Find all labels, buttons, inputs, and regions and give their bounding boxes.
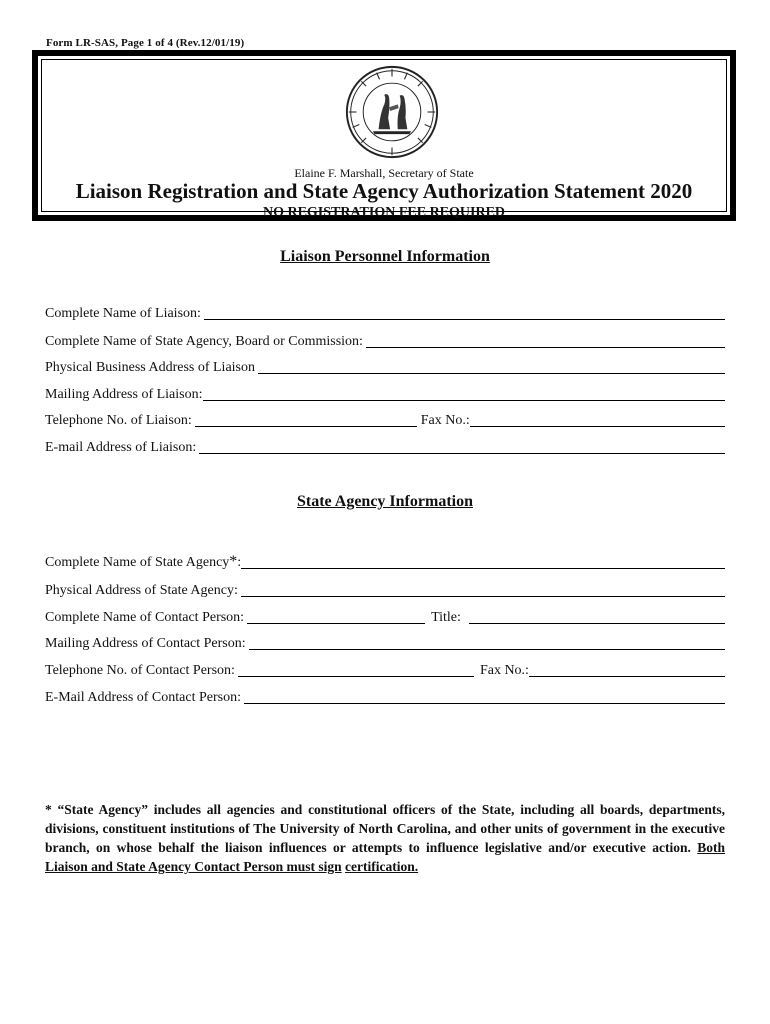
- contact-mailing-address-row: [45, 632, 725, 652]
- liaison-telephone-field[interactable]: [195, 411, 417, 427]
- liaison-agency-label: Complete Name of State Agency, Board or Commission:: [45, 334, 363, 349]
- liaison-telephone-label: Telephone No. of Liaison:: [45, 413, 192, 428]
- liaison-name-row: [45, 302, 725, 322]
- liaison-email-field[interactable]: [199, 438, 725, 454]
- page-title: Liaison Registration and State Agency Authorization Statement 2020: [75, 179, 693, 203]
- contact-name-field[interactable]: [247, 608, 425, 624]
- agency-physical-address-row: [45, 579, 725, 599]
- agency-physical-address-field[interactable]: [241, 581, 725, 597]
- footnote-text: * “State Agency” includes all agencies and constitutional officers of the State, including all boards, departments, divisions, constituent institutions of The University of North Carolina, and other units of government in the executive branch, on whose behalf the liaison influences or attempts to influence legislative and/or executive action.: [45, 802, 725, 855]
- liaison-mailing-address-field[interactable]: [203, 385, 726, 401]
- liaison-physical-address-field[interactable]: [258, 358, 725, 374]
- contact-name-label: Complete Name of Contact Person:: [45, 610, 245, 625]
- agency-name-field[interactable]: [241, 553, 725, 569]
- liaison-agency-field[interactable]: [366, 332, 725, 348]
- fee-note: NO REGISTRATION FEE REQUIRED: [262, 205, 506, 220]
- contact-title-field[interactable]: [469, 608, 725, 624]
- agency-name-label: Complete Name of State Agency: [45, 555, 230, 570]
- form-id: Form LR-SAS, Page 1 of 4 (Rev.12/01/19): [46, 37, 245, 49]
- contact-title-label: Title:: [431, 610, 461, 625]
- liaison-fax-field[interactable]: [470, 411, 725, 427]
- agency-name-asterisk: *: [229, 553, 238, 570]
- state-agency-footnote: [45, 800, 725, 876]
- contact-email-field[interactable]: [244, 688, 725, 704]
- contact-fax-field[interactable]: [529, 661, 725, 677]
- liaison-mailing-address-row: [45, 383, 725, 403]
- contact-telephone-label: Telephone No. of Contact Person:: [45, 663, 235, 678]
- liaison-name-field[interactable]: [204, 304, 725, 320]
- liaison-name-label: Complete Name of Liaison:: [45, 306, 201, 321]
- contact-mailing-address-field[interactable]: [249, 634, 725, 650]
- footnote-sign-note: Both Liaison and State Agency Contact Person must sign: [45, 840, 725, 874]
- contact-telephone-row: [45, 659, 725, 679]
- agency-section-title: State Agency Information: [297, 493, 473, 510]
- certification-link[interactable]: certification.: [345, 859, 419, 874]
- liaison-email-label: E-mail Address of Liaison:: [45, 440, 197, 455]
- liaison-section-title: Liaison Personnel Information: [280, 248, 490, 265]
- liaison-physical-address-row: [45, 356, 725, 376]
- state-seal-icon: [344, 64, 440, 160]
- liaison-mailing-address-label: Mailing Address of Liaison:: [45, 387, 203, 402]
- contact-fax-label: Fax No.:: [479, 663, 529, 678]
- liaison-fax-label: Fax No.:: [420, 413, 470, 428]
- contact-telephone-field[interactable]: [238, 661, 474, 677]
- agency-physical-address-label: Physical Address of State Agency:: [45, 583, 238, 598]
- contact-name-row: [45, 606, 725, 626]
- liaison-email-row: [45, 436, 725, 456]
- contact-mailing-address-label: Mailing Address of Contact Person:: [45, 636, 246, 651]
- contact-email-label: E-Mail Address of Contact Person:: [45, 690, 241, 705]
- header-inner-border: [41, 59, 727, 220]
- agency-name-colon: :: [237, 555, 242, 570]
- liaison-agency-row: [45, 330, 725, 350]
- agency-name-row: [45, 551, 725, 571]
- header-box: [32, 50, 736, 221]
- liaison-telephone-row: [45, 409, 725, 429]
- liaison-physical-address-label: Physical Business Address of Liaison: [45, 360, 255, 375]
- contact-email-row: [45, 686, 725, 706]
- secretary-name: Elaine F. Marshall, Secretary of State: [294, 166, 474, 180]
